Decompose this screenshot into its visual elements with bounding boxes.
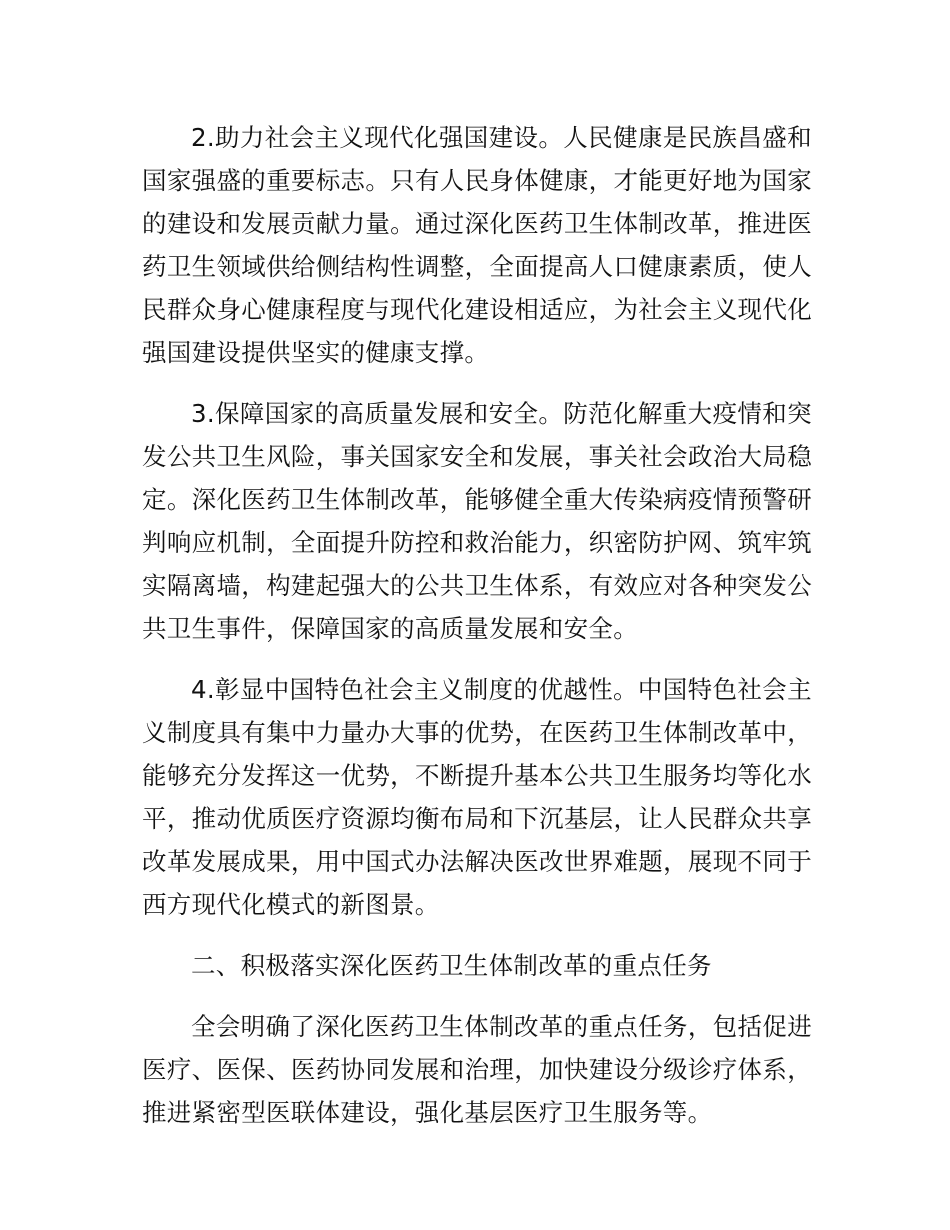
- paragraph-summary: 全会明确了深化医药卫生体制改革的重点任务，包括促进医疗、医保、医药协同发展和治理，加快建设分级诊疗体系，推进紧密型医联体建设，强化基层医疗卫生服务等。: [142, 1012, 812, 1127]
- paragraph-4: 4.彰显中国特色社会主义制度的优越性。中国特色社会主义制度具有集中力量办大事的优势，在医药卫生体制改革中，能够充分发挥这一优势，不断提升基本公共卫生服务均等化水平，推动优质医疗资源均衡布局和下沉基层，让人民群众共享改革发展成果，用中国式办法解决医改世界难题，展现不同于西方现代化模式的新图景。: [142, 675, 812, 919]
- paragraph-3: 3.保障国家的高质量发展和安全。防范化解重大疫情和突发公共卫生风险，事关国家安全和发展，事关社会政治大局稳定。深化医药卫生体制改革，能够健全重大传染病疫情预警研判响应机制，全面提升防控和救治能力，织密防护网、筑牢筑实隔离墙，构建起强大的公共卫生体系，有效应对各种突发公共卫生事件，保障国家的高质量发展和安全。: [142, 399, 812, 643]
- document-body: [142, 116, 812, 1152]
- paragraph-2: 2.助力社会主义现代化强国建设。人民健康是民族昌盛和国家强盛的重要标志。只有人民身体健康，才能更好地为国家的建设和发展贡献力量。通过深化医药卫生体制改革，推进医药卫生领域供给侧结构性调整，全面提高人口健康素质，使人民群众身心健康程度与现代化建设相适应，为社会主义现代化强国建设提供坚实的健康支撑。: [142, 123, 812, 367]
- section-heading: 二、积极落实深化医药卫生体制改革的重点任务: [191, 951, 712, 980]
